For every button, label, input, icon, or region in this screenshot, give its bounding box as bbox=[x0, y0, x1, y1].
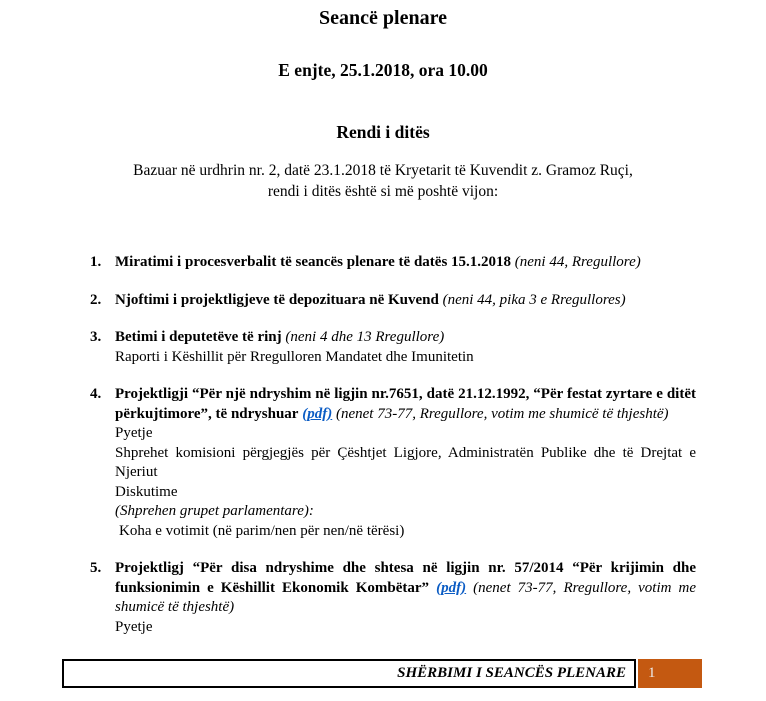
agenda-item-2 bbox=[90, 291, 696, 311]
item-reference: (neni 44, pika 3 e Rregullores) bbox=[442, 291, 626, 308]
agenda-list bbox=[0, 253, 766, 637]
item-number: 1. bbox=[90, 254, 102, 270]
page-number-badge bbox=[638, 659, 702, 688]
service-box bbox=[62, 659, 636, 688]
intro-line-2: rendi i ditës është si më poshtë vijon: bbox=[267, 183, 499, 200]
item-reference: (neni 44, Rregullore) bbox=[514, 254, 641, 270]
subline-groups-note: (Shprehen grupet parlamentare): bbox=[115, 503, 314, 519]
agenda-item-4 bbox=[90, 385, 696, 541]
item-reference: (neni 4 dhe 13 Rregullore) bbox=[285, 329, 445, 345]
agenda-item-3 bbox=[90, 328, 696, 367]
item-reference: (nenet 73-77, Rregullore, votim me shumicë të thjeshtë) bbox=[115, 579, 696, 615]
item-number: 4. bbox=[90, 386, 102, 402]
subline-discussions: Diskutime bbox=[115, 483, 178, 500]
item-number: 5. bbox=[90, 560, 102, 576]
item-title: Projektligj “Për disa ndryshime dhe shtesa në ligjin nr. 57/2014 “Për krijimin dhe funksionimin e Këshillit Ekonomik Kombëtar” bbox=[115, 560, 696, 596]
subline-questions: Pyetje bbox=[115, 425, 153, 441]
pdf-link[interactable]: (pdf) bbox=[436, 579, 467, 596]
document-title: Seancë plenare bbox=[319, 7, 447, 29]
subline-voting: Koha e votimit (në parim/nen për nen/në tërësi) bbox=[119, 522, 405, 539]
footer-bar bbox=[62, 659, 702, 688]
item-title: Njoftimi i projektligjeve të depozituara në Kuvend bbox=[115, 291, 439, 308]
intro-line-1: Bazuar në urdhrin nr. 2, datë 23.1.2018 të Kryetarit të Kuvendit z. Gramoz Ruçi, bbox=[133, 162, 633, 179]
pdf-link[interactable]: (pdf) bbox=[302, 405, 333, 422]
item-reference: (nenet 73-77, Rregullore, votim me shumicë të thjeshtë) bbox=[335, 405, 669, 422]
item-title: Projektligji “Për një ndryshim në ligjin nr.7651, datë 21.12.1992, “Për festat zyrtare e ditët përkujtimore”, të ndryshuar bbox=[115, 386, 696, 422]
agenda-item-5 bbox=[90, 559, 696, 637]
agenda-item-1 bbox=[90, 253, 696, 273]
intro-paragraph bbox=[0, 160, 766, 202]
subline-questions: Pyetje bbox=[115, 618, 153, 635]
item-title: Betimi i deputetëve të rinj bbox=[115, 329, 282, 345]
agenda-heading: Rendi i ditës bbox=[336, 122, 430, 142]
service-label: SHËRBIMI I SEANCËS PLENARE bbox=[397, 665, 626, 681]
page-number: 1 bbox=[648, 665, 656, 681]
item-title: Miratimi i procesverbalit të seancës plenare të datës 15.1.2018 bbox=[115, 254, 512, 270]
item-note: Raporti i Këshillit për Rregulloren Mandatet dhe Imunitetin bbox=[115, 348, 474, 365]
item-number: 2. bbox=[90, 291, 102, 308]
session-datetime: E enjte, 25.1.2018, ora 10.00 bbox=[278, 60, 488, 80]
item-number: 3. bbox=[90, 329, 102, 345]
subline-committee: Shprehet komisioni përgjegjës për Çështjet Ligjore, Administratën Publike dhe të Drejtat e Njeriut bbox=[115, 444, 696, 480]
